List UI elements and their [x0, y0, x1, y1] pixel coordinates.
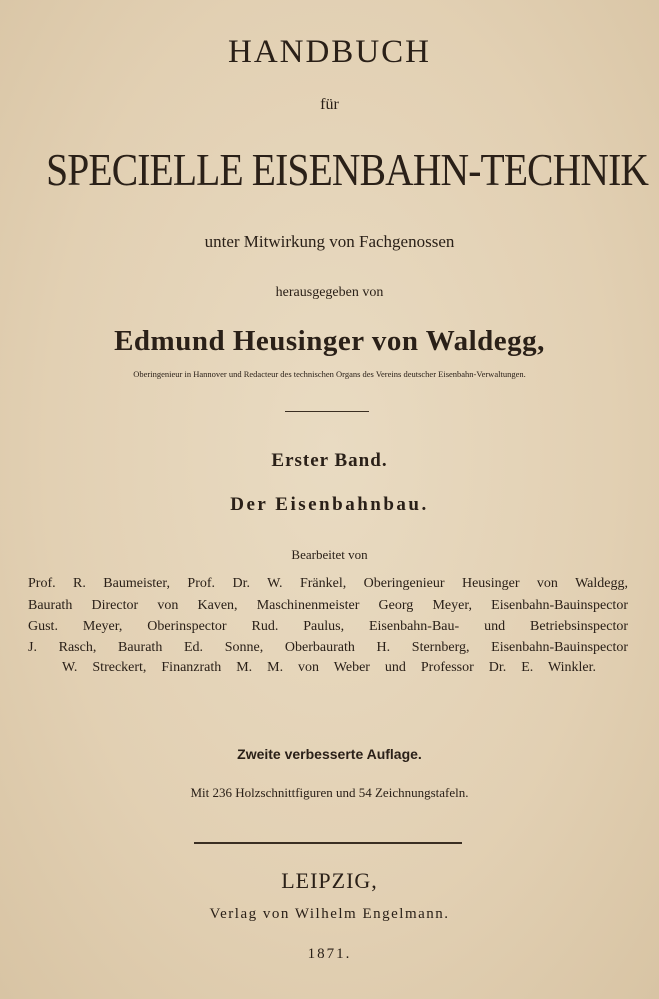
contributors-line: Baurath Director von Kaven, Maschinenmeister Georg Meyer, Eisenbahn-Bauinspector [28, 598, 628, 613]
edition-line: Zweite verbesserte Auflage. [237, 746, 422, 762]
divider-long [194, 842, 462, 844]
volume-label: Erster Band. [271, 450, 388, 471]
volume-subject: Der Eisenbahnbau. [230, 494, 429, 515]
title-handbuch: HANDBUCH [227, 34, 431, 70]
main-title: SPECIELLE EISENBAHN-TECHNIK [46, 144, 649, 195]
edited-by-line: herausgegeben von [275, 285, 384, 300]
contributors-line: W. Streckert, Finanzrath M. M. von Weber und Professor Dr. E. Winkler. [62, 660, 596, 675]
publication-city: LEIPZIG, [281, 868, 378, 893]
publication-year: 1871. [307, 946, 352, 962]
contributors-line: J. Rasch, Baurath Ed. Sonne, Oberbaurath H. Sternberg, Eisenbahn-Bauinspector [28, 640, 628, 655]
contributors-line: Gust. Meyer, Oberinspector Rud. Paulus, Eisenbahn-Bau- und Betriebsinspector [28, 619, 628, 634]
publisher-line: Verlag von Wilhelm Engelmann. [209, 906, 450, 922]
collaboration-line: unter Mitwirkung von Fachgenossen [204, 232, 455, 251]
editor-title: Oberingenieur in Hannover und Redacteur des technischen Organs des Vereins deutscher Eisenbahn-Verwaltungen. [133, 369, 526, 379]
contributors-line: Prof. R. Baumeister, Prof. Dr. W. Fränkel, Oberingenieur Heusinger von Waldegg, [28, 576, 628, 591]
divider-short [285, 411, 369, 412]
prepared-by-line: Bearbeitet von [291, 547, 368, 562]
editor-name: Edmund Heusinger von Waldegg, [114, 325, 545, 357]
title-fuer: für [320, 96, 339, 113]
figures-line: Mit 236 Holzschnittfiguren und 54 Zeichnungstafeln. [190, 785, 469, 800]
